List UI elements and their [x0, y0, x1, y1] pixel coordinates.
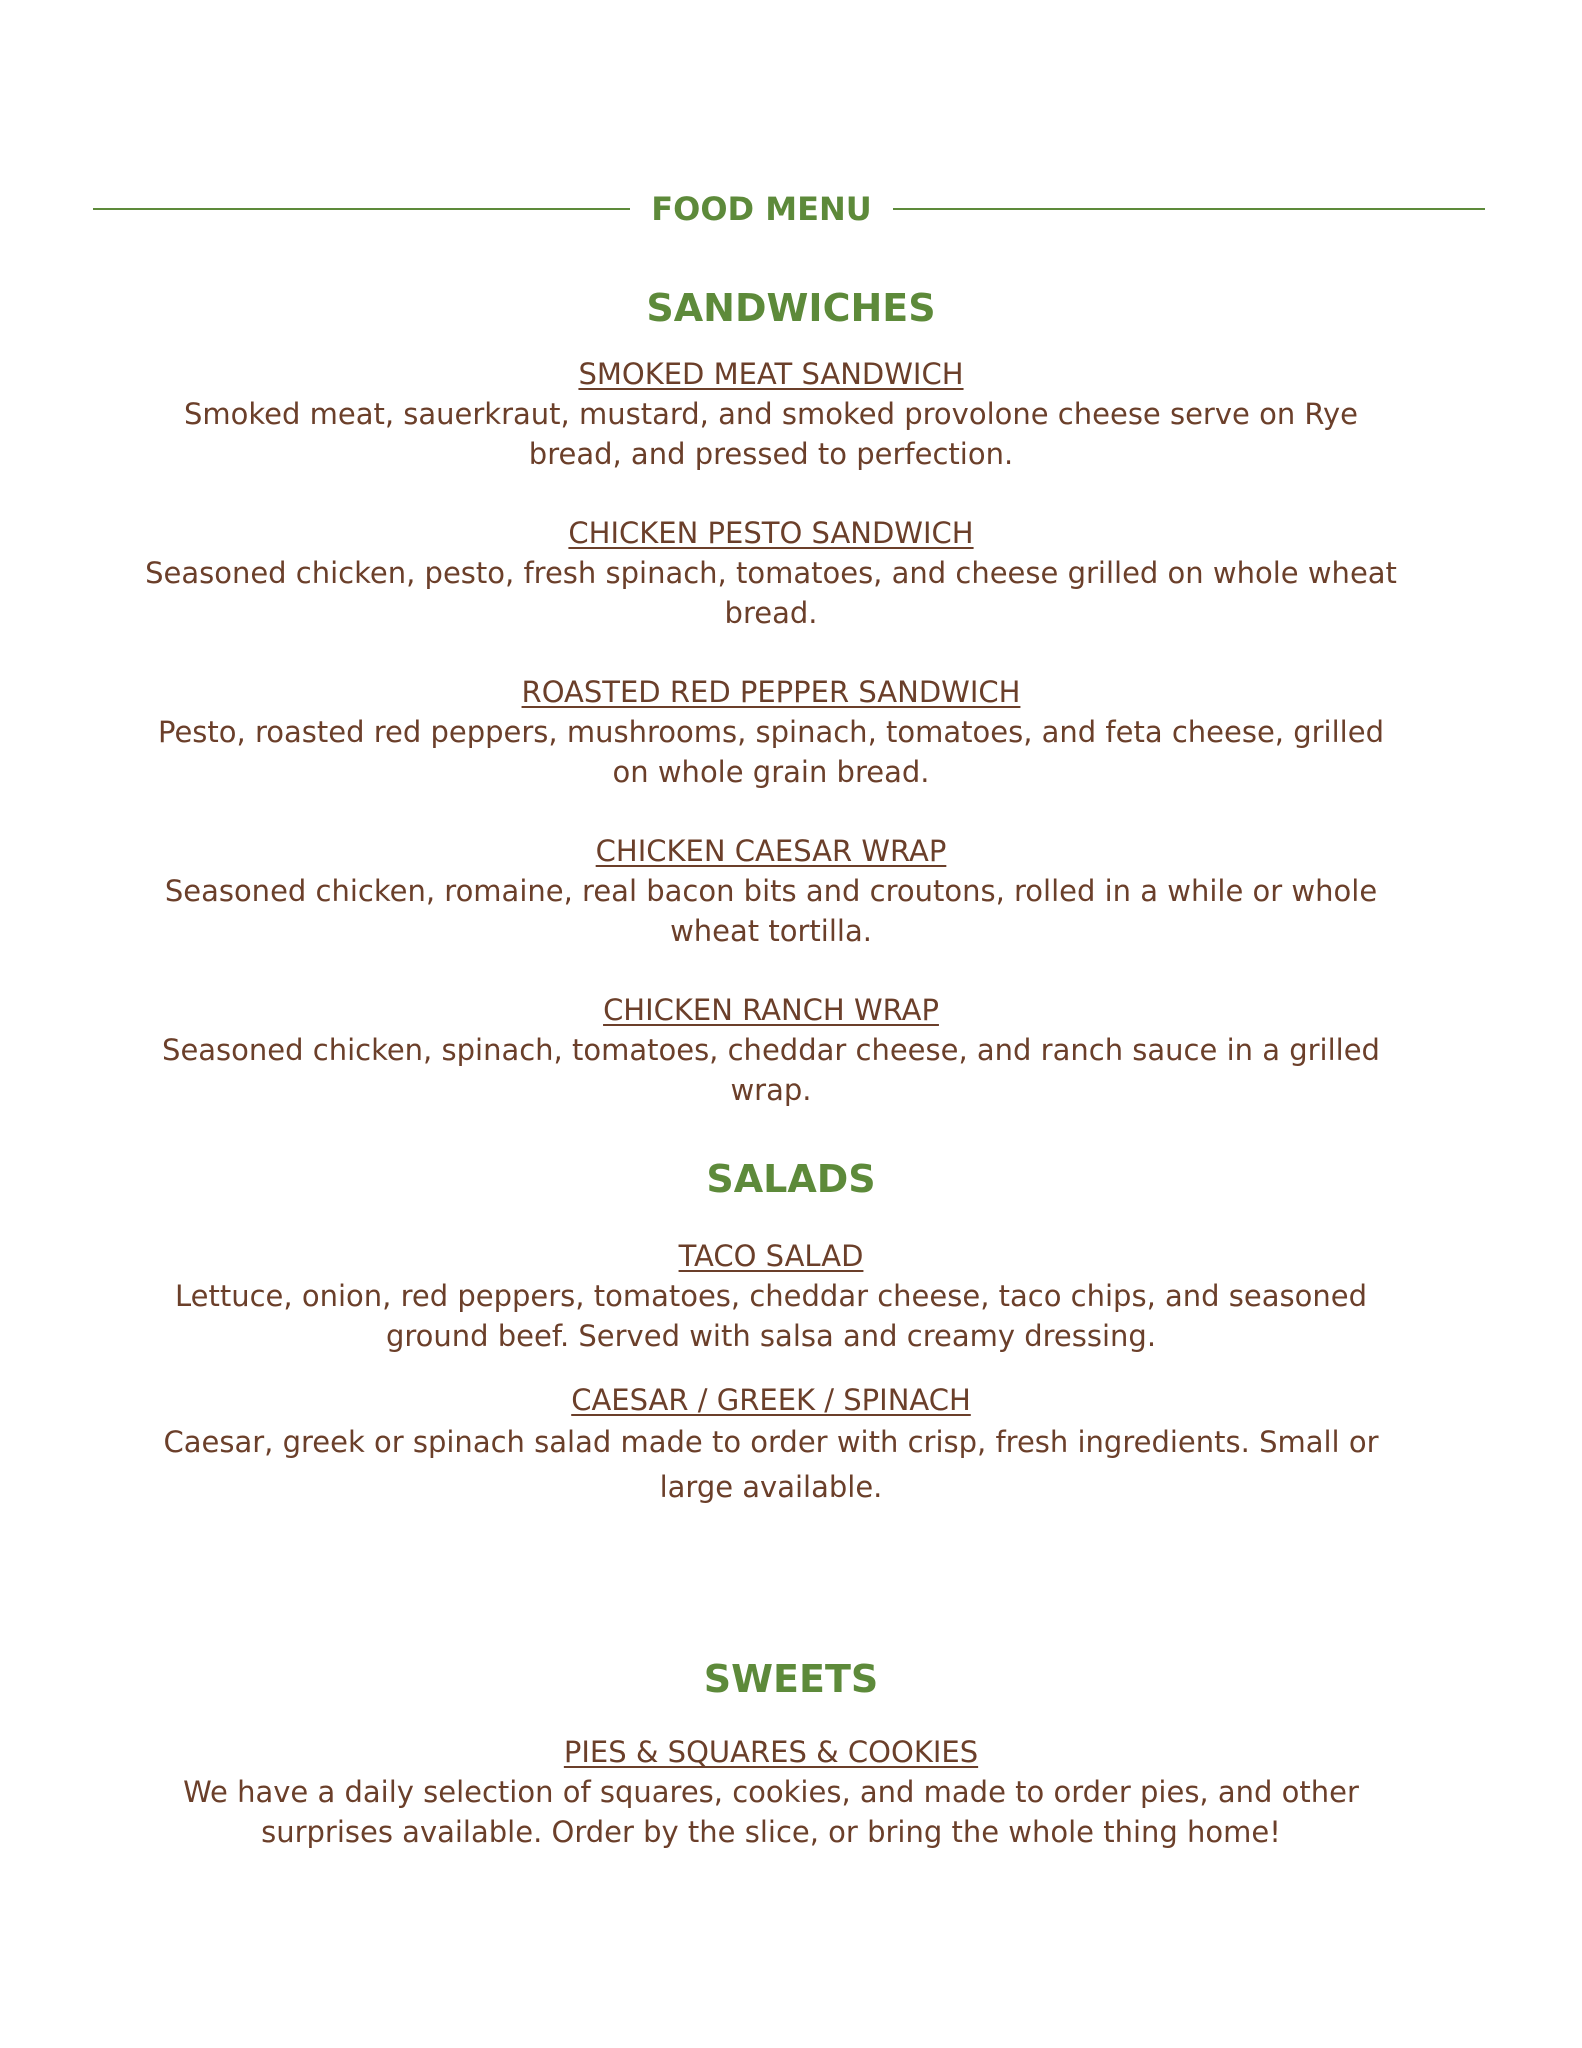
- menu-item: [140, 1732, 1402, 1852]
- item-description: Seasoned chicken, pesto, fresh spinach, tomatoes, and cheese grilled on whole wheat bread.: [145, 556, 1397, 630]
- menu-item: [140, 990, 1402, 1110]
- section-title-salads: SALADS: [706, 1157, 876, 1201]
- menu-item: [140, 1380, 1402, 1510]
- item-name: PIES & SQUARES & COOKIES: [563, 1735, 979, 1769]
- item-name: CHICKEN RANCH WRAP: [603, 993, 939, 1027]
- item-description: Seasoned chicken, romaine, real bacon bits and croutons, rolled in a while or whole wheat tortilla.: [164, 874, 1378, 948]
- item-description: Seasoned chicken, spinach, tomatoes, cheddar cheese, and ranch sauce in a grilled wrap.: [162, 1033, 1380, 1107]
- item-name: CHICKEN PESTO SANDWICH: [568, 516, 974, 550]
- menu-title: FOOD MENU: [651, 190, 872, 228]
- item-description: We have a daily selection of squares, cookies, and made to order pies, and other surprises available. Order by the slice, or bring the whole thing home!: [183, 1775, 1359, 1849]
- menu-header: [93, 188, 1485, 232]
- item-name: CHICKEN CAESAR WRAP: [595, 834, 947, 868]
- item-name: SMOKED MEAT SANDWICH: [578, 357, 964, 391]
- menu-item: [140, 672, 1402, 792]
- item-name: CAESAR / GREEK / SPINACH: [571, 1383, 971, 1417]
- item-description: Caesar, greek or spinach salad made to order with crisp, fresh ingredients. Small or large available.: [163, 1425, 1379, 1504]
- header-rule-right: [893, 208, 1485, 210]
- item-name: ROASTED RED PEPPER SANDWICH: [521, 675, 1021, 709]
- header-rule-left: [93, 208, 630, 210]
- item-description: Lettuce, onion, red peppers, tomatoes, cheddar cheese, taco chips, and seasoned ground beef. Served with salsa and creamy dressing.: [175, 1279, 1367, 1353]
- item-description: Smoked meat, sauerkraut, mustard, and smoked provolone cheese serve on Rye bread, and pressed to perfection.: [183, 397, 1358, 471]
- item-name: TACO SALAD: [678, 1239, 864, 1273]
- menu-item: [140, 513, 1402, 633]
- menu-item: [140, 831, 1402, 951]
- item-description: Pesto, roasted red peppers, mushrooms, spinach, tomatoes, and feta cheese, grilled on whole grain bread.: [158, 715, 1384, 789]
- menu-item: [140, 354, 1402, 474]
- section-title-sandwiches: SANDWICHES: [646, 286, 936, 330]
- menu-item: [140, 1236, 1402, 1356]
- section-title-sweets: SWEETS: [703, 1657, 879, 1701]
